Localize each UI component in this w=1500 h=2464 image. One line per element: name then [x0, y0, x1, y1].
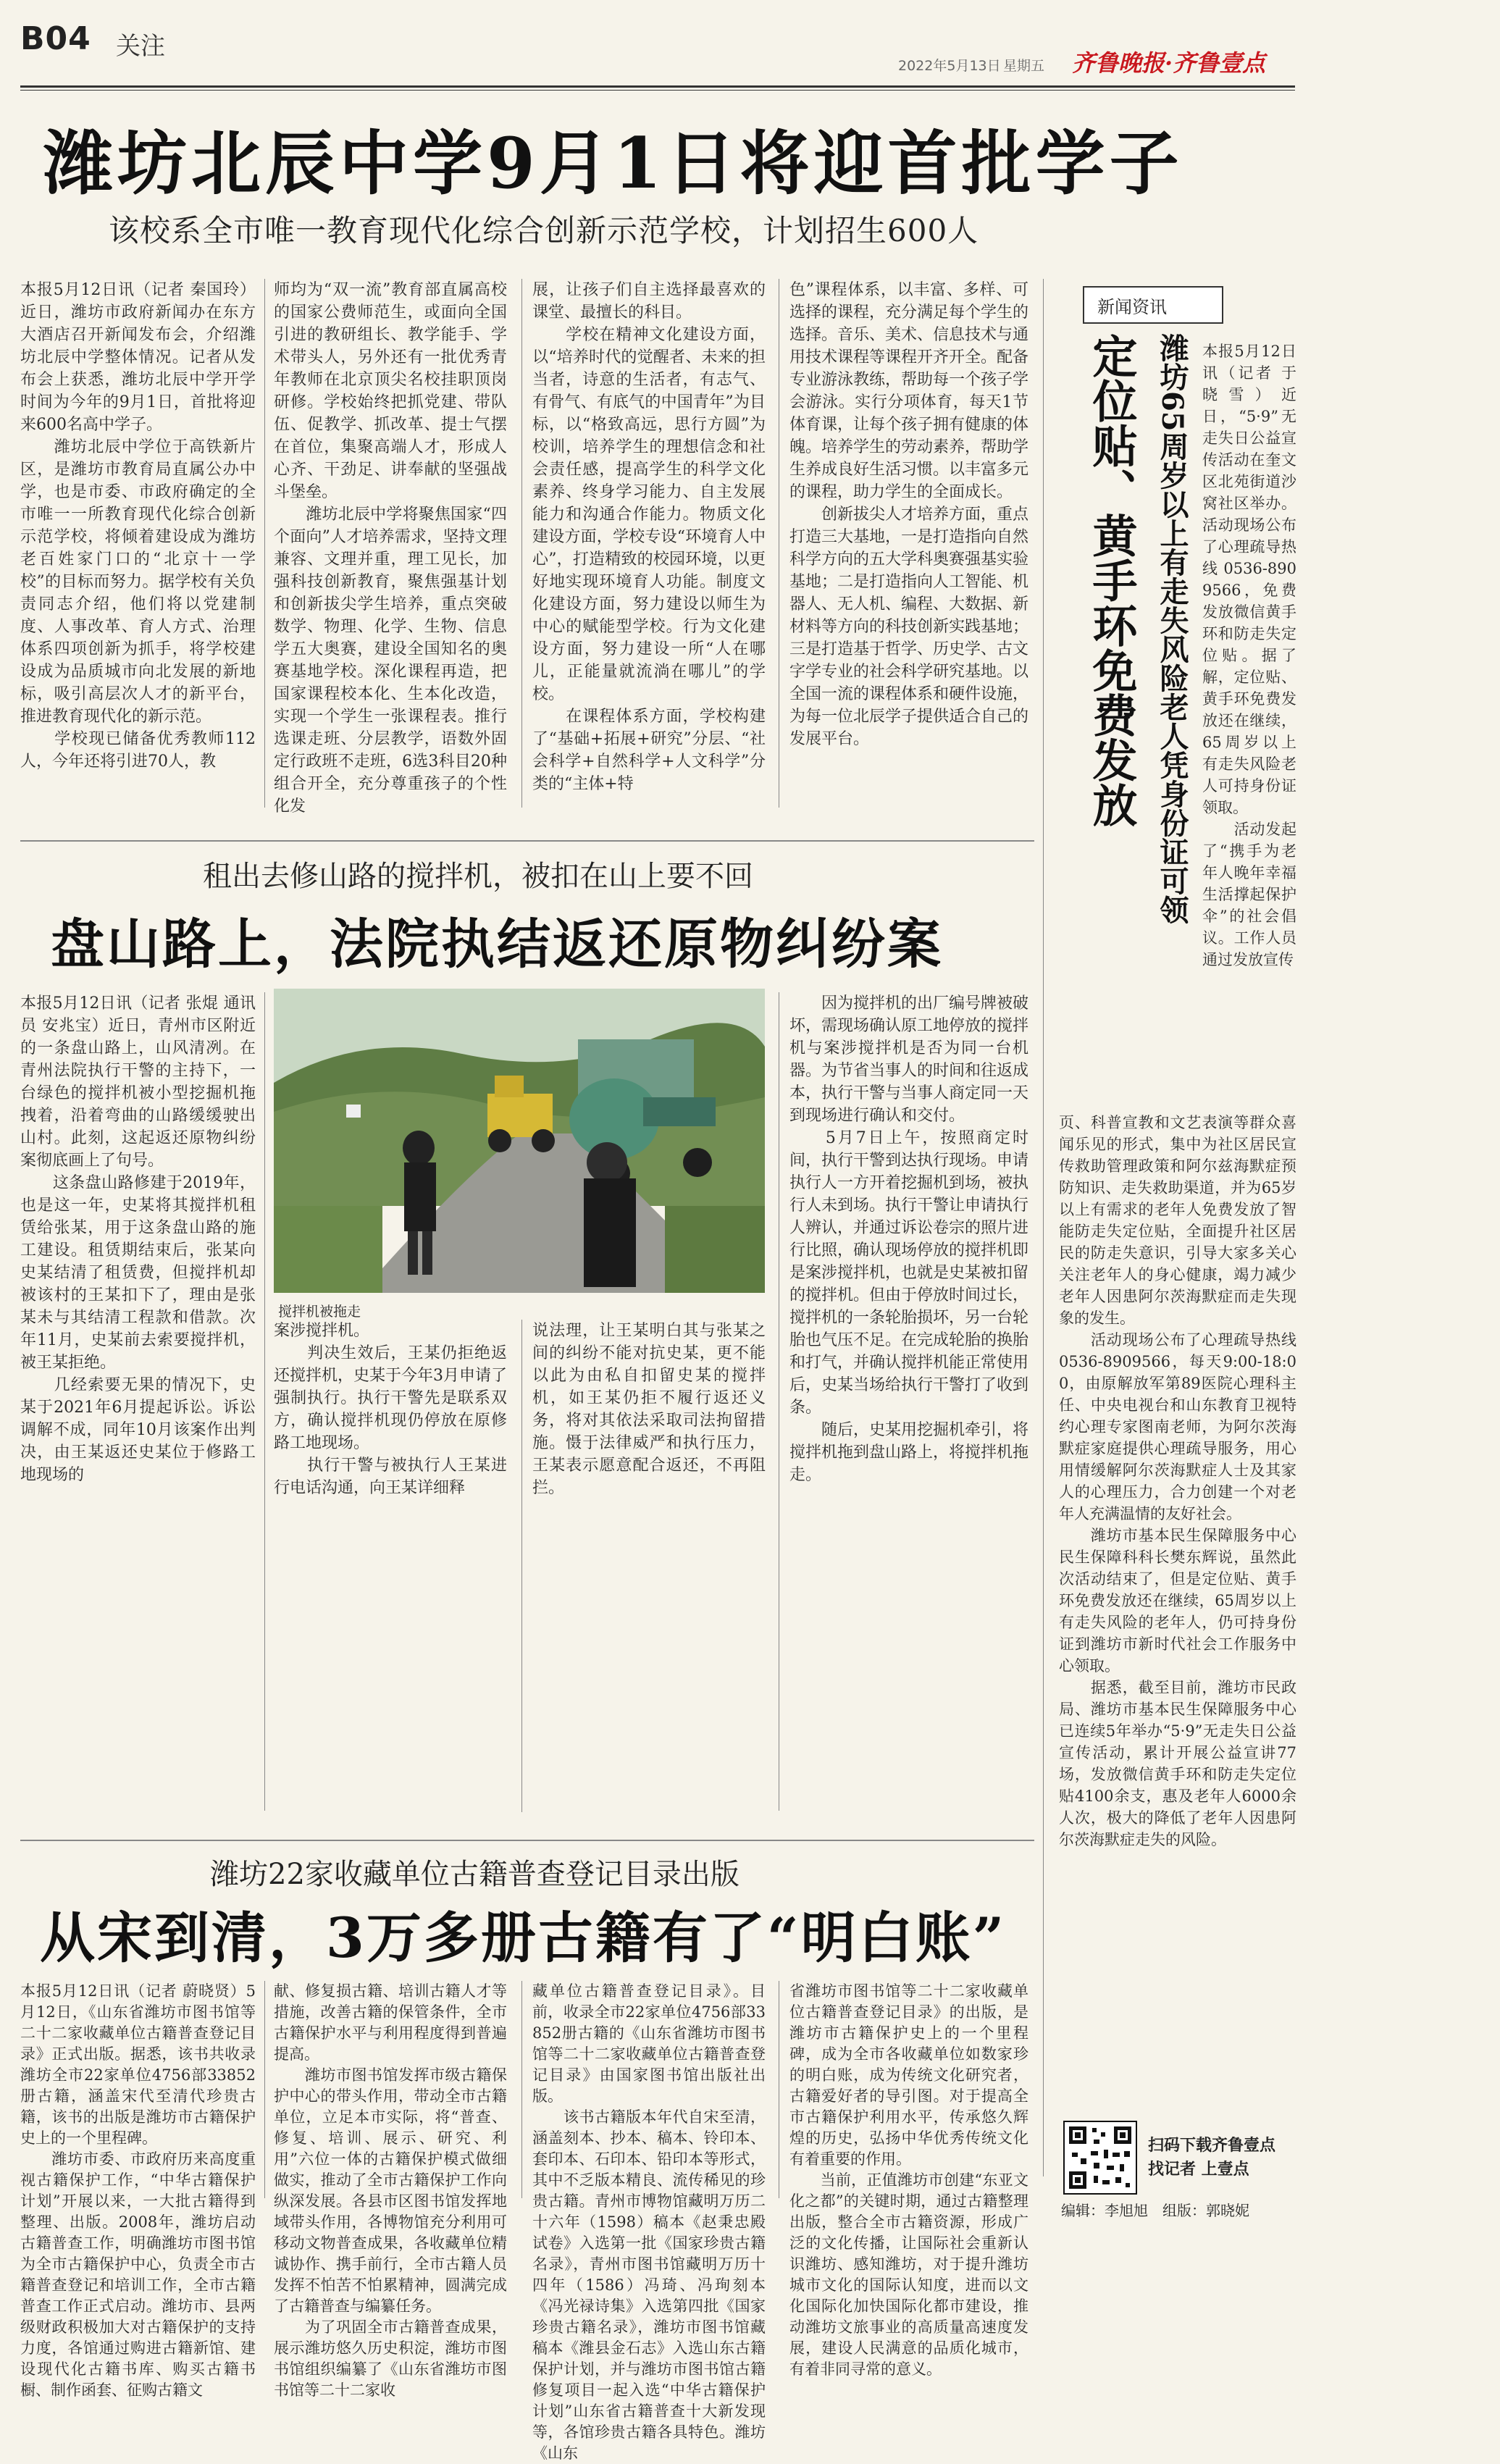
article3-column-3: 藏单位古籍普查登记目录》。目前，收录全市22家单位4756部33852册古籍的《山东省潍坊市图书馆等二十二家收藏单位古籍普查登记目录》由国家图书馆出版社出版。 该书古籍版本年代自宋至清，涵盖刻本、抄本、稿本、铃印本、套印本、石印本、铅印本等形式，其中不乏版本精良、流传稀见的珍贵古籍。青州市博物馆藏明万历二十六年（1598）稿本《赵秉忠殿试卷》入选第一批《国家珍贵古籍名录》，青州市图书馆藏明万历十四年（1586）冯琦、冯珣刻本《冯光禄诗集》入选第四批《国家珍贵古籍名录》，潍坊市图书馆藏稿本《潍县金石志》入选山东古籍保护计划，并与潍坊市图书馆古籍修复项目一起入选“中华古籍保护计划”山东省古籍普查十大新发现等，各馆珍贵古籍各具特色。潍坊《山东	[532, 1982, 766, 2462]
article2-column-3: 说法理，让王某明白其与张某之间的纠纷不能对抗史某，更不能以此为由私自扣留史某的搅拌机，如王某仍拒不履行返还义务，将对其依法采取司法拘留措施。慑于法律威严和执行压力，王某表示愿意配合返还，不再阻拦。	[532, 1322, 766, 1497]
section-rule	[20, 840, 1034, 842]
article2-subhead: 租出去修山路的搅拌机，被扣在山上要不回	[203, 860, 753, 893]
article1-headline: 潍坊北辰中学9月1日将迎首批学子	[43, 122, 1183, 204]
article3-column-2: 献、修复损古籍、培训古籍人才等措施，改善古籍的保管条件，全市古籍保护水平与利用程度得到普遍提高。 潍坊市图书馆发挥市级古籍保护中心的带头作用，带动全市古籍单位，立足本市实际，将“普查、修复、培训、展示、研究、利用”六位一体的古籍保护模式做细做实，推动了全市古籍保护工作向纵深发展。各县市区图书馆发挥地域带头作用，各博物馆充分利用可移动文物普查成果，各收藏单位精诚协作、携手前行，全市古籍人员发挥不怕苦不怕累精神，圆满完成了古籍普查与编纂任务。 为了巩固全市古籍普查成果，展示潍坊悠久历史积淀，潍坊市图书馆组织编纂了《山东省潍坊市图书馆等二十二家收	[274, 1982, 507, 2399]
column-rule	[521, 1320, 522, 1812]
article1-column-3: 展，让孩子们自主选择最喜欢的课堂、最擅长的科目。 学校在精神文化建设方面，以“培养时代的觉醒者、未来的担当者，诗意的生活者，有志气、有骨气、有底气的中国青年”为目标，以“格致高远，思行方圆”为校训，培养学生的理想信念和社会责任感，提高学生的科学文化素养、终身学习能力、自主发展能力和沟通合作能力。物质文化建设方面，学校专设“环境育人中心”，打造精致的校园环境，以更好地实现环境育人功能。制度文化建设方面，努力建设以师生为中心的赋能型学校。行为文化建设方面，努力建设一所“人在哪儿，正能量就流淌在哪儿”的学校。 在课程体系方面，学校构建了“基础+拓展+研究”分层、“社会科学+自然科学+人文科学”分类的“主体+特	[532, 281, 766, 793]
masthead-logo: 齐鲁晚报·齐鲁壹点	[1072, 49, 1266, 77]
qr-code[interactable]	[1063, 2121, 1137, 2195]
news-photo-mixer	[274, 989, 765, 1293]
article2-headline: 盘山路上，法院执结返还原物纠纷案	[51, 913, 943, 976]
column-rule	[264, 279, 265, 808]
article3-column-4: 省潍坊市图书馆等二十二家收藏单位古籍普查登记目录》的出版，是潍坊市古籍保护史上的一个里程碑，成为全市各收藏单位如数家珍的明白账，成为传统文化研究者，古籍爱好者的导引图。对于提高全市古籍保护利用水平，传承悠久辉煌的历史，弘扬中华优秀传统文化有着重要的作用。 当前，正值潍坊市创建“东亚文化之都”的关键时期，通过古籍整理出版，整合全市古籍资源，形成广泛的文化传播，让国际社会重新认识潍坊、感知潍坊，对于提升潍坊城市文化的国际认知度，进而以文化国际化加快国际化都市建设，推动潍坊文旅事业的高质量高速度发展，建设人民满意的品质化城市，有着非同寻常的意义。	[789, 1982, 1028, 2378]
header-rule	[20, 85, 1295, 88]
article2-column-4: 因为搅拌机的出厂编号牌被破坏，需现场确认原工地停放的搅拌机与案涉搅拌机是否为同一台机器。为节省当事人的时间和往返成本，执行干警与当事人商定同一天到现场进行确认和交付。 5月7日上午，按照商定时间，执行干警到达执行现场。申请执行人一方开着挖掘机到场，被执行人未到场。执行干警让申请执行人辨认，并通过诉讼卷宗的照片进行比照，确认现场停放的搅拌机即是案涉搅拌机，也就是史某被扣留的搅拌机。但由于停放时间过长，搅拌机的一条轮胎损坏，另一台轮胎也气压不足。在完成轮胎的换胎和打气，并确认搅拌机能正常使用后，史某当场给执行干警打了收到条。 随后，史某用挖掘机牵引，将搅拌机拖到盘山路上，将搅拌机拖走。	[789, 994, 1029, 1484]
article3-subhead: 潍坊22家收藏单位古籍普查登记目录出版	[210, 1858, 739, 1891]
sidebar-subtitle: 潍坊65周岁以上有走失风险老人凭身份证可领	[1155, 333, 1189, 924]
column-rule	[521, 1981, 522, 2198]
article3-headline: 从宋到清，3万多册古籍有了“明白账”	[40, 1906, 1007, 1970]
article1-column-1: 本报5月12日讯（记者 秦国玲）近日，潍坊市政府新闻办在东方大酒店召开新闻发布会，介绍潍坊北辰中学整体情况。记者从发布会上获悉，潍坊北辰中学开学时间为今年的9月1日，首批将迎来600名高中学子。 潍坊北辰中学位于高铁新片区，是潍坊市教育局直属公办中学，也是市委、市政府确定的全市唯一一所教育现代化综合创新示范学校，将倾着建设成为潍坊老百姓家门口的“北京十一学校”的目标而努力。据学校有关负责同志介绍，他们将以党建制度、人事改革、育人方式、治理体系四项创新为抓手，将学校建设成为品质城市向北发展的新地标，吸引高层次人才的新平台，推进教育现代化的新示范。 学校现已储备优秀教师112人，今年还将引进70人，教	[20, 281, 256, 771]
sidebar-rule	[1043, 279, 1044, 2176]
qr-caption-download: 扫码下载齐鲁壹点	[1148, 2137, 1276, 2155]
page-number: B04	[20, 20, 91, 57]
sidebar-headline: 定位贴、黄手环免费发放	[1085, 333, 1138, 827]
sidebar-column-wide: 页、科普宣教和文艺表演等群众喜闻乐见的形式，集中为社区居民宣传救助管理政策和阿尔兹海默症预防知识、走失救助渠道，并为65岁以上有需求的老年人免费发放了智能防走失定位贴，全面提升社区居民的防走失意识，引导大家多关心关注老年人的身心健康，竭力减少老年人因患阿尔茨海默症而走失现象的发生。 活动现场公布了心理疏导热线0536-8909566，每天9:00-18:00，由原解放军第89医院心理科主任、中央电视台和山东教育卫视特约心理专家图南老师，为阿尔茨海默症家庭提供心理疏导服务，用心用情缓解阿尔茨海默症人士及其家人的心理压力，合力创建一个对老年人充满温情的友好社会。 潍坊市基本民生保障服务中心民生保障科科长樊东辉说，虽然此次活动结束了，但是定位贴、黄手环免费发放还在继续，65周岁以上有走失风险的老年人，仍可持身份证到潍坊市新时代社会工作服务中心领取。 据悉，截至目前，潍坊市民政局、潍坊市基本民生保障服务中心已连续5年举办“5·9”无走失日公益宣传活动，累计开展公益宣讲77场，发放微信黄手环和防走失定位贴4100余支，惠及老年人6000余人次，极大的降低了老年人因患阿尔茨海默症走失的风险。	[1059, 1114, 1296, 1848]
issue-weekday: 星期五	[1003, 58, 1045, 74]
column-rule	[264, 992, 265, 1811]
sidebar-column-narrow: 本报5月12日讯（记者 于晓雪）近日，“5·9”无走失日公益宣传活动在奎文区北苑街道沙窝社区举办。活动现场公布了心理疏导热线0536-8909566，免费发放微信黄手环和防走失定位贴。据了解，定位贴、黄手环免费发放还在继续，65周岁以上有走失风险老人可持身份证领取。 活动发起了“携手为老年人晚年幸福生活撑起保护伞”的社会倡议。工作人员通过发放宣传	[1202, 343, 1296, 968]
section-label: 关注	[116, 32, 165, 61]
article3-column-1: 本报5月12日讯（记者 蔚晓贤）5月12日，《山东省潍坊市图书馆等二十二家收藏单位古籍普查登记目录》正式出版。据悉，该书共收录潍坊全市22家单位4756部33852册古籍，涵盖宋代至清代珍贵古籍，该书的出版是潍坊市古籍保护史上的一个里程碑。 潍坊市委、市政府历来高度重视古籍保护工作，“中华古籍保护计划”开展以来，一大批古籍得到整理、出版。2008年，潍坊启动古籍普查工作，明确潍坊市图书馆为全市古籍保护中心，负责全市古籍普查登记和培训工作，全市古籍普查工作正式启动。潍坊市、县两级财政积极加大对古籍保护的支持力度，各馆通过购进古籍新馆、建设现代化古籍书库、购买古籍书橱、制作函套、征购古籍文	[20, 1982, 256, 2399]
news-brief-label: 新闻资讯	[1097, 297, 1167, 317]
header-rule-thin	[20, 90, 1295, 91]
column-rule	[264, 1981, 265, 2198]
issue-date: 2022年5月13日	[898, 58, 1001, 74]
qr-caption-reporter: 找记者 上壹点	[1148, 2161, 1249, 2179]
section-rule	[20, 1840, 1034, 1841]
photo-caption: 搅拌机被拖走	[278, 1304, 361, 1320]
article1-column-2: 师均为“双一流”教育部直属高校的国家公费师范生，或面向全国引进的教研组长、教学能手、学术带头人，另外还有一批优秀青年教师在北京顶尖名校挂职顶岗研修。学校始终把抓党建、带队伍、促教学、抓改革、提士气摆在首位，集聚高端人才，形成人心齐、干劲足、讲奉献的坚强战斗堡垒。 潍坊北辰中学将聚焦国家“四个面向”人才培养需求，坚持文理兼容、文理并重，理工见长，加强科技创新教育，聚焦强基计划和创新拔尖学生培养，重点突破数学、物理、化学、生物、信息学五大奥赛，建设全国知名的奥赛基地学校。深化课程再造，把国家课程校本化、生本化改造，实现一个学生一张课程表。推行选课走班、分层教学，语数外固定行政班不走班，6选3科目20种组合开全，充分尊重孩子的个性化发	[274, 281, 507, 816]
article1-subhead: 该校系全市唯一教育现代化综合创新示范学校，计划招生600人	[109, 213, 979, 248]
article1-column-4: 色”课程体系，以丰富、多样、可选择的课程，充分满足每个学生的选择。音乐、美术、信息技术与通用技术课程等课程开齐开全。配备专业游泳教练，帮助每一个孩子学会游泳。实行分项体育，每天1节体育课，让每个孩子拥有健康的体魄。培养学生的劳动素养，帮助学生养成良好生活习惯。以丰富多元的课程，助力学生的全面成长。 创新拔尖人才培养方面，重点打造三大基地，一是打造指向自然科学方向的五大学科奥赛强基实验基地；二是打造指向人工智能、机器人、无人机、编程、大数据、新材料等方向的科技创新实践基地；三是打造基于哲学、历史学、古文字学专业的社会科学研究基地。以全国一流的课程体系和硬件设施，为每一位北辰学子提供适合自己的发展平台。	[789, 281, 1029, 748]
article2-column-2: 案涉搅拌机。 判决生效后，王某仍拒绝返还搅拌机，史某于今年3月申请了强制执行。执行干警先是联系双方，确认搅拌机现仍停放在原修路工地现场。 执行干警与被执行人王某进行电话沟通，向王某详细释	[274, 1322, 507, 1497]
article2-column-1: 本报5月12日讯（记者 张焜 通讯员 安兆宝）近日，青州市区附近的一条盘山路上，山风清冽。在青州法院执行干警的主持下，一台绿色的搅拌机被小型挖掘机拖拽着，沿着弯曲的山路缓缓驶出山村。此刻，这起返还原物纠纷案彻底画上了句号。 这条盘山路修建于2019年，也是这一年，史某将其搅拌机租赁给张某，用于这条盘山路的施工建设。租赁期结束后，张某向史某结清了租赁费，但搅拌机却被该村的王某扣下了，理由是张某未与其结清工程款和借款。次年11月，史某前去索要搅拌机，被王某拒绝。 几经索要无果的情况下，史某于2021年6月提起诉讼。诉讼调解不成，同年10月该案作出判决，由王某返还史某位于修路工地现场的	[20, 994, 256, 1484]
editor-credit: 编辑：李旭旭 组版：郭晓妮	[1061, 2202, 1249, 2219]
column-rule	[521, 279, 522, 808]
